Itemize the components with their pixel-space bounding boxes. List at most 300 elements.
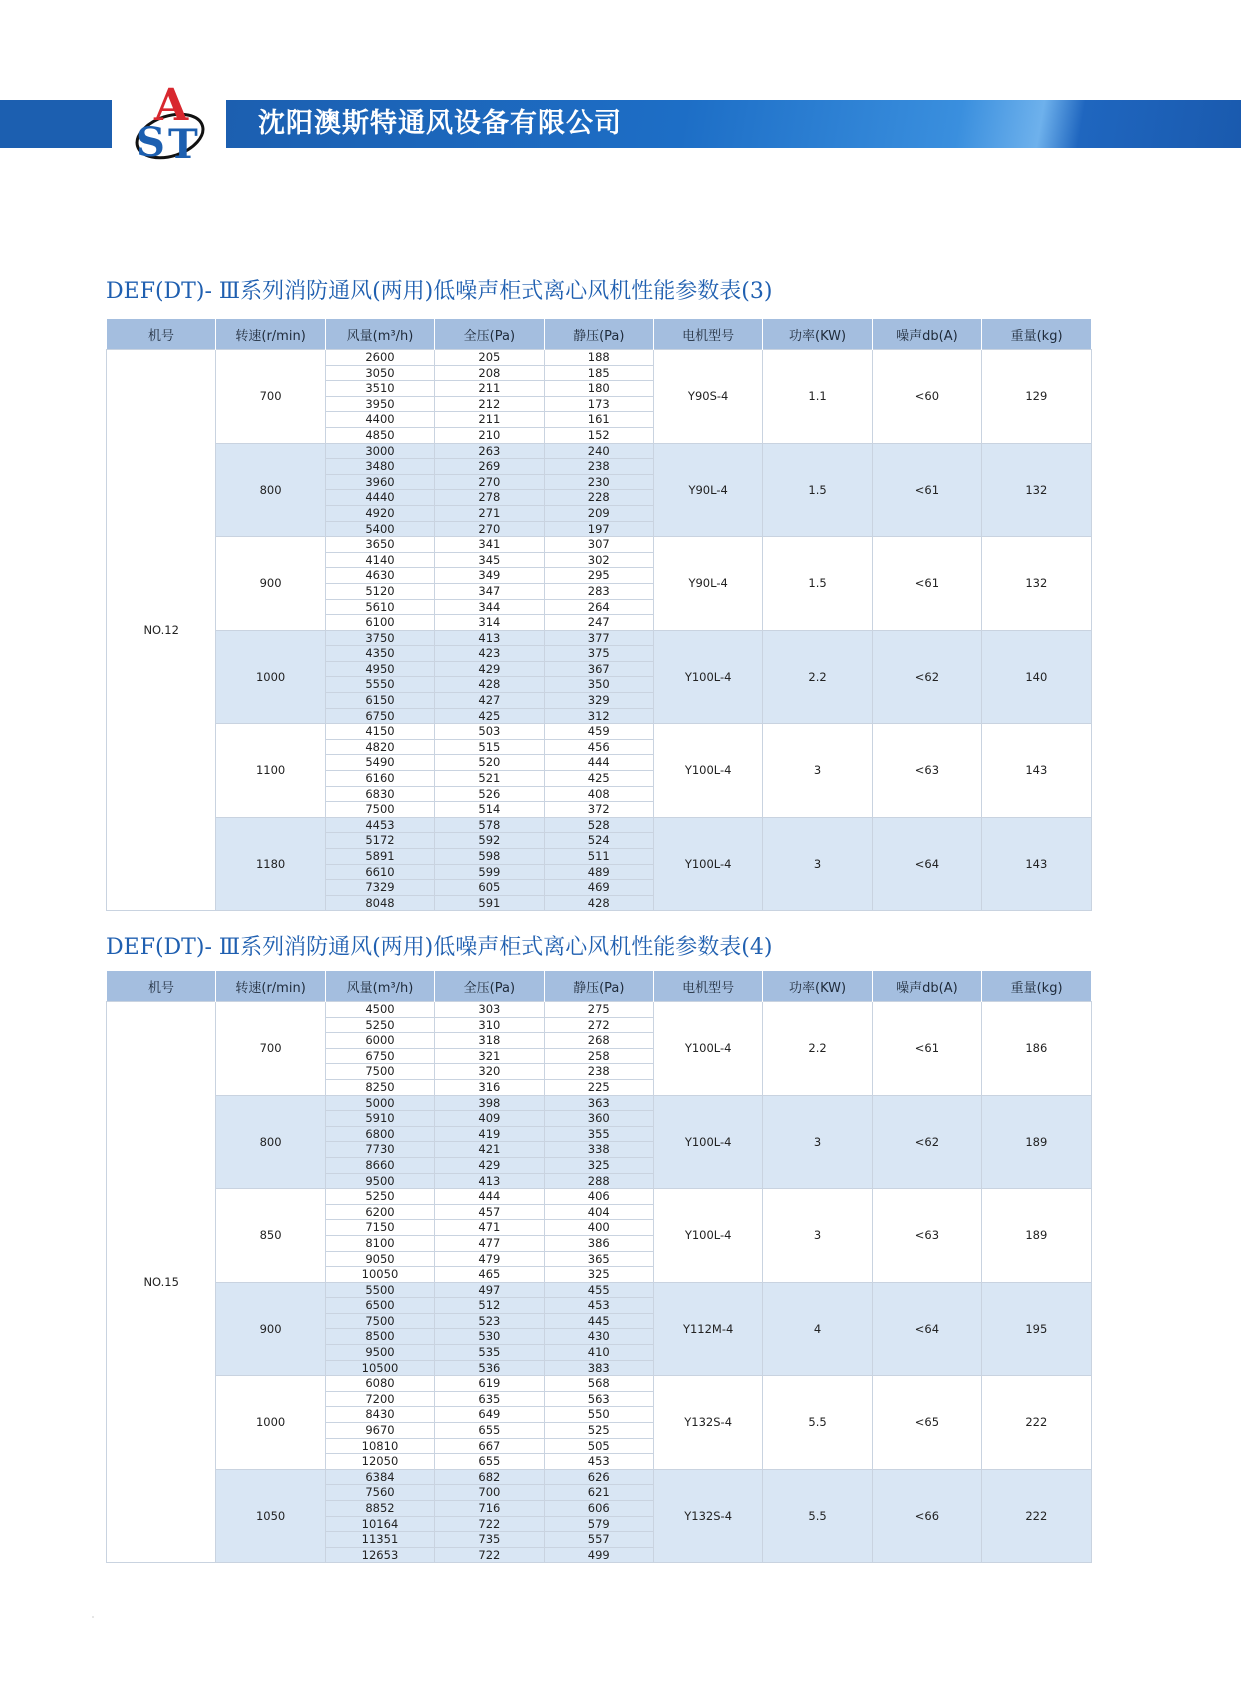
column-header: 重量(kg) [982,319,1091,350]
column-header: 功率(KW) [763,319,872,350]
static-pressure-cell: 283 [544,583,653,599]
static-pressure-cell: 444 [544,755,653,771]
speed-cell: 1000 [216,630,325,724]
total-pressure-cell: 425 [435,708,544,724]
total-pressure-cell: 423 [435,646,544,662]
static-pressure-cell: 338 [544,1142,653,1158]
airflow-cell: 5400 [325,521,434,537]
speed-cell: 700 [216,350,325,444]
total-pressure-cell: 471 [435,1220,544,1236]
total-pressure-cell: 591 [435,895,544,911]
total-pressure-cell: 413 [435,1173,544,1189]
static-pressure-cell: 626 [544,1469,653,1485]
airflow-cell: 10500 [325,1360,434,1376]
airflow-cell: 6750 [325,1048,434,1064]
airflow-cell: 3480 [325,459,434,475]
total-pressure-cell: 212 [435,396,544,412]
speed-cell: 900 [216,1282,325,1376]
total-pressure-cell: 269 [435,459,544,475]
airflow-cell: 4350 [325,646,434,662]
table-header-row [107,319,1092,350]
static-pressure-cell: 524 [544,833,653,849]
total-pressure-cell: 655 [435,1423,544,1439]
total-pressure-cell: 592 [435,833,544,849]
airflow-cell: 10810 [325,1438,434,1454]
airflow-cell: 6500 [325,1298,434,1314]
total-pressure-cell: 429 [435,661,544,677]
total-pressure-cell: 409 [435,1111,544,1127]
weight-cell: 195 [982,1282,1091,1376]
speed-cell: 800 [216,443,325,537]
table-row [107,350,1092,366]
total-pressure-cell: 526 [435,786,544,802]
static-pressure-cell: 180 [544,381,653,397]
noise-cell: <62 [872,630,981,724]
table-row [107,1095,1092,1111]
noise-cell: <61 [872,443,981,537]
static-pressure-cell: 563 [544,1391,653,1407]
static-pressure-cell: 247 [544,615,653,631]
static-pressure-cell: 161 [544,412,653,428]
static-pressure-cell: 606 [544,1501,653,1517]
speed-cell: 1050 [216,1469,325,1563]
company-logo [128,78,218,168]
total-pressure-cell: 700 [435,1485,544,1501]
airflow-cell: 3960 [325,474,434,490]
power-cell: 5.5 [763,1376,872,1470]
total-pressure-cell: 578 [435,817,544,833]
static-pressure-cell: 209 [544,505,653,521]
total-pressure-cell: 421 [435,1142,544,1158]
motor-cell: Y100L-4 [653,724,762,818]
column-header: 转速(r/min) [216,319,325,350]
weight-cell: 143 [982,817,1091,911]
table-row [107,630,1092,646]
airflow-cell: 4500 [325,1002,434,1018]
static-pressure-cell: 288 [544,1173,653,1189]
table-row [107,817,1092,833]
noise-cell: <61 [872,537,981,631]
total-pressure-cell: 310 [435,1017,544,1033]
table-row [107,537,1092,553]
airflow-cell: 6200 [325,1204,434,1220]
static-pressure-cell: 489 [544,864,653,880]
performance-table-3 [106,319,1092,911]
static-pressure-cell: 425 [544,771,653,787]
column-header: 全压(Pa) [435,971,544,1002]
motor-cell: Y100L-4 [653,1095,762,1189]
total-pressure-cell: 521 [435,771,544,787]
total-pressure-cell: 598 [435,849,544,865]
airflow-cell: 5490 [325,755,434,771]
speed-cell: 850 [216,1189,325,1283]
table-row [107,1469,1092,1485]
motor-cell: Y100L-4 [653,1002,762,1096]
static-pressure-cell: 445 [544,1313,653,1329]
airflow-cell: 3650 [325,537,434,553]
static-pressure-cell: 302 [544,552,653,568]
total-pressure-cell: 429 [435,1157,544,1173]
airflow-cell: 4400 [325,412,434,428]
static-pressure-cell: 173 [544,396,653,412]
total-pressure-cell: 536 [435,1360,544,1376]
table-row [107,443,1092,459]
airflow-cell: 5000 [325,1095,434,1111]
airflow-cell: 12050 [325,1454,434,1470]
noise-cell: <64 [872,1282,981,1376]
static-pressure-cell: 430 [544,1329,653,1345]
speed-cell: 1180 [216,817,325,911]
weight-cell: 143 [982,724,1091,818]
static-pressure-cell: 499 [544,1547,653,1563]
static-pressure-cell: 325 [544,1157,653,1173]
static-pressure-cell: 557 [544,1532,653,1548]
static-pressure-cell: 230 [544,474,653,490]
total-pressure-cell: 523 [435,1313,544,1329]
total-pressure-cell: 427 [435,693,544,709]
noise-cell: <65 [872,1376,981,1470]
airflow-cell: 3050 [325,365,434,381]
noise-cell: <64 [872,817,981,911]
noise-cell: <63 [872,1189,981,1283]
airflow-cell: 7150 [325,1220,434,1236]
column-header: 全压(Pa) [435,319,544,350]
motor-cell: Y112M-4 [653,1282,762,1376]
airflow-cell: 5172 [325,833,434,849]
static-pressure-cell: 350 [544,677,653,693]
static-pressure-cell: 363 [544,1095,653,1111]
total-pressure-cell: 599 [435,864,544,880]
power-cell: 3 [763,1095,872,1189]
table-title-4: DEF(DT)- Ⅲ系列消防通风(两用)低噪声柜式离心风机性能参数表(4) [106,935,773,960]
airflow-cell: 4453 [325,817,434,833]
airflow-cell: 9050 [325,1251,434,1267]
static-pressure-cell: 550 [544,1407,653,1423]
total-pressure-cell: 722 [435,1516,544,1532]
power-cell: 1.5 [763,537,872,631]
static-pressure-cell: 386 [544,1235,653,1251]
static-pressure-cell: 197 [544,521,653,537]
total-pressure-cell: 345 [435,552,544,568]
total-pressure-cell: 428 [435,677,544,693]
speed-cell: 1000 [216,1376,325,1470]
airflow-cell: 5891 [325,849,434,865]
total-pressure-cell: 457 [435,1204,544,1220]
total-pressure-cell: 278 [435,490,544,506]
table-row [107,1002,1092,1018]
airflow-cell: 3000 [325,443,434,459]
static-pressure-cell: 355 [544,1126,653,1142]
airflow-cell: 4150 [325,724,434,740]
airflow-cell: 12653 [325,1547,434,1563]
column-header: 机号 [107,319,216,350]
airflow-cell: 5610 [325,599,434,615]
motor-cell: Y90L-4 [653,443,762,537]
static-pressure-cell: 621 [544,1485,653,1501]
airflow-cell: 6100 [325,615,434,631]
svg-text:T: T [168,121,198,168]
weight-cell: 140 [982,630,1091,724]
airflow-cell: 5250 [325,1189,434,1205]
table-title-3: DEF(DT)- Ⅲ系列消防通风(两用)低噪声柜式离心风机性能参数表(3) [106,279,773,304]
column-header: 重量(kg) [982,971,1091,1002]
total-pressure-cell: 619 [435,1376,544,1392]
weight-cell: 222 [982,1376,1091,1470]
static-pressure-cell: 404 [544,1204,653,1220]
airflow-cell: 2600 [325,350,434,366]
performance-table-4 [106,971,1092,1563]
static-pressure-cell: 455 [544,1282,653,1298]
speed-cell: 700 [216,1002,325,1096]
airflow-cell: 7500 [325,1313,434,1329]
column-header: 噪声db(A) [872,971,981,1002]
static-pressure-cell: 225 [544,1079,653,1095]
airflow-cell: 10164 [325,1516,434,1532]
total-pressure-cell: 477 [435,1235,544,1251]
static-pressure-cell: 579 [544,1516,653,1532]
total-pressure-cell: 263 [435,443,544,459]
airflow-cell: 5910 [325,1111,434,1127]
airflow-cell: 8852 [325,1501,434,1517]
total-pressure-cell: 210 [435,427,544,443]
static-pressure-cell: 469 [544,880,653,896]
table-header-row [107,971,1092,1002]
total-pressure-cell: 503 [435,724,544,740]
static-pressure-cell: 188 [544,350,653,366]
static-pressure-cell: 268 [544,1033,653,1049]
static-pressure-cell: 238 [544,1064,653,1080]
power-cell: 2.2 [763,630,872,724]
total-pressure-cell: 413 [435,630,544,646]
airflow-cell: 4850 [325,427,434,443]
total-pressure-cell: 479 [435,1251,544,1267]
total-pressure-cell: 530 [435,1329,544,1345]
total-pressure-cell: 444 [435,1189,544,1205]
total-pressure-cell: 649 [435,1407,544,1423]
static-pressure-cell: 453 [544,1298,653,1314]
power-cell: 1.1 [763,350,872,444]
airflow-cell: 6384 [325,1469,434,1485]
total-pressure-cell: 208 [435,365,544,381]
weight-cell: 189 [982,1095,1091,1189]
static-pressure-cell: 400 [544,1220,653,1236]
total-pressure-cell: 667 [435,1438,544,1454]
total-pressure-cell: 303 [435,1002,544,1018]
total-pressure-cell: 270 [435,474,544,490]
model-cell: NO.15 [107,1002,216,1563]
static-pressure-cell: 152 [544,427,653,443]
static-pressure-cell: 329 [544,693,653,709]
total-pressure-cell: 321 [435,1048,544,1064]
airflow-cell: 7329 [325,880,434,896]
speed-cell: 900 [216,537,325,631]
static-pressure-cell: 408 [544,786,653,802]
static-pressure-cell: 528 [544,817,653,833]
column-header: 电机型号 [653,971,762,1002]
noise-cell: <60 [872,350,981,444]
static-pressure-cell: 258 [544,1048,653,1064]
airflow-cell: 4140 [325,552,434,568]
column-header: 静压(Pa) [544,319,653,350]
airflow-cell: 5550 [325,677,434,693]
airflow-cell: 6000 [325,1033,434,1049]
power-cell: 4 [763,1282,872,1376]
total-pressure-cell: 735 [435,1532,544,1548]
static-pressure-cell: 264 [544,599,653,615]
static-pressure-cell: 272 [544,1017,653,1033]
weight-cell: 186 [982,1002,1091,1096]
weight-cell: 189 [982,1189,1091,1283]
table-row [107,1376,1092,1392]
total-pressure-cell: 316 [435,1079,544,1095]
footer-mark [92,1616,94,1618]
airflow-cell: 6150 [325,693,434,709]
static-pressure-cell: 453 [544,1454,653,1470]
total-pressure-cell: 535 [435,1345,544,1361]
static-pressure-cell: 238 [544,459,653,475]
column-header: 电机型号 [653,319,762,350]
total-pressure-cell: 320 [435,1064,544,1080]
airflow-cell: 8048 [325,895,434,911]
static-pressure-cell: 377 [544,630,653,646]
static-pressure-cell: 307 [544,537,653,553]
airflow-cell: 3950 [325,396,434,412]
total-pressure-cell: 465 [435,1267,544,1283]
airflow-cell: 6750 [325,708,434,724]
static-pressure-cell: 375 [544,646,653,662]
total-pressure-cell: 211 [435,412,544,428]
static-pressure-cell: 312 [544,708,653,724]
column-header: 静压(Pa) [544,971,653,1002]
total-pressure-cell: 635 [435,1391,544,1407]
weight-cell: 132 [982,537,1091,631]
airflow-cell: 5500 [325,1282,434,1298]
weight-cell: 132 [982,443,1091,537]
total-pressure-cell: 682 [435,1469,544,1485]
static-pressure-cell: 505 [544,1438,653,1454]
airflow-cell: 7730 [325,1142,434,1158]
table-row [107,1282,1092,1298]
total-pressure-cell: 270 [435,521,544,537]
power-cell: 3 [763,817,872,911]
static-pressure-cell: 456 [544,739,653,755]
airflow-cell: 9500 [325,1173,434,1189]
total-pressure-cell: 605 [435,880,544,896]
total-pressure-cell: 512 [435,1298,544,1314]
weight-cell: 129 [982,350,1091,444]
static-pressure-cell: 275 [544,1002,653,1018]
total-pressure-cell: 716 [435,1501,544,1517]
speed-cell: 1100 [216,724,325,818]
total-pressure-cell: 722 [435,1547,544,1563]
airflow-cell: 6160 [325,771,434,787]
total-pressure-cell: 515 [435,739,544,755]
airflow-cell: 4630 [325,568,434,584]
static-pressure-cell: 406 [544,1189,653,1205]
noise-cell: <61 [872,1002,981,1096]
airflow-cell: 4440 [325,490,434,506]
airflow-cell: 6080 [325,1376,434,1392]
total-pressure-cell: 205 [435,350,544,366]
motor-cell: Y132S-4 [653,1376,762,1470]
airflow-cell: 8500 [325,1329,434,1345]
total-pressure-cell: 211 [435,381,544,397]
column-header: 风量(m³/h) [325,971,434,1002]
airflow-cell: 11351 [325,1532,434,1548]
airflow-cell: 5120 [325,583,434,599]
airflow-cell: 6610 [325,864,434,880]
static-pressure-cell: 325 [544,1267,653,1283]
total-pressure-cell: 347 [435,583,544,599]
static-pressure-cell: 185 [544,365,653,381]
power-cell: 2.2 [763,1002,872,1096]
airflow-cell: 3510 [325,381,434,397]
total-pressure-cell: 497 [435,1282,544,1298]
motor-cell: Y90L-4 [653,537,762,631]
static-pressure-cell: 367 [544,661,653,677]
total-pressure-cell: 341 [435,537,544,553]
airflow-cell: 8100 [325,1235,434,1251]
total-pressure-cell: 520 [435,755,544,771]
static-pressure-cell: 360 [544,1111,653,1127]
airflow-cell: 10050 [325,1267,434,1283]
airflow-cell: 9670 [325,1423,434,1439]
weight-cell: 222 [982,1469,1091,1563]
static-pressure-cell: 295 [544,568,653,584]
total-pressure-cell: 349 [435,568,544,584]
column-header: 功率(KW) [763,971,872,1002]
column-header: 机号 [107,971,216,1002]
column-header: 风量(m³/h) [325,319,434,350]
column-header: 转速(r/min) [216,971,325,1002]
static-pressure-cell: 240 [544,443,653,459]
static-pressure-cell: 568 [544,1376,653,1392]
power-cell: 1.5 [763,443,872,537]
power-cell: 5.5 [763,1469,872,1563]
airflow-cell: 7560 [325,1485,434,1501]
airflow-cell: 8250 [325,1079,434,1095]
company-name: 沈阳澳斯特通风设备有限公司 [258,108,622,139]
airflow-cell: 3750 [325,630,434,646]
static-pressure-cell: 428 [544,895,653,911]
total-pressure-cell: 655 [435,1454,544,1470]
total-pressure-cell: 514 [435,802,544,818]
svg-text:A: A [154,80,189,131]
airflow-cell: 4920 [325,505,434,521]
noise-cell: <63 [872,724,981,818]
airflow-cell: 6830 [325,786,434,802]
static-pressure-cell: 372 [544,802,653,818]
total-pressure-cell: 271 [435,505,544,521]
motor-cell: Y100L-4 [653,1189,762,1283]
airflow-cell: 7500 [325,1064,434,1080]
table-row [107,724,1092,740]
airflow-cell: 8430 [325,1407,434,1423]
column-header: 噪声db(A) [872,319,981,350]
static-pressure-cell: 365 [544,1251,653,1267]
table-row [107,1189,1092,1205]
static-pressure-cell: 525 [544,1423,653,1439]
header-band-left [0,100,112,148]
model-cell: NO.12 [107,350,216,911]
static-pressure-cell: 511 [544,849,653,865]
static-pressure-cell: 459 [544,724,653,740]
total-pressure-cell: 419 [435,1126,544,1142]
noise-cell: <62 [872,1095,981,1189]
total-pressure-cell: 314 [435,615,544,631]
airflow-cell: 5250 [325,1017,434,1033]
total-pressure-cell: 344 [435,599,544,615]
